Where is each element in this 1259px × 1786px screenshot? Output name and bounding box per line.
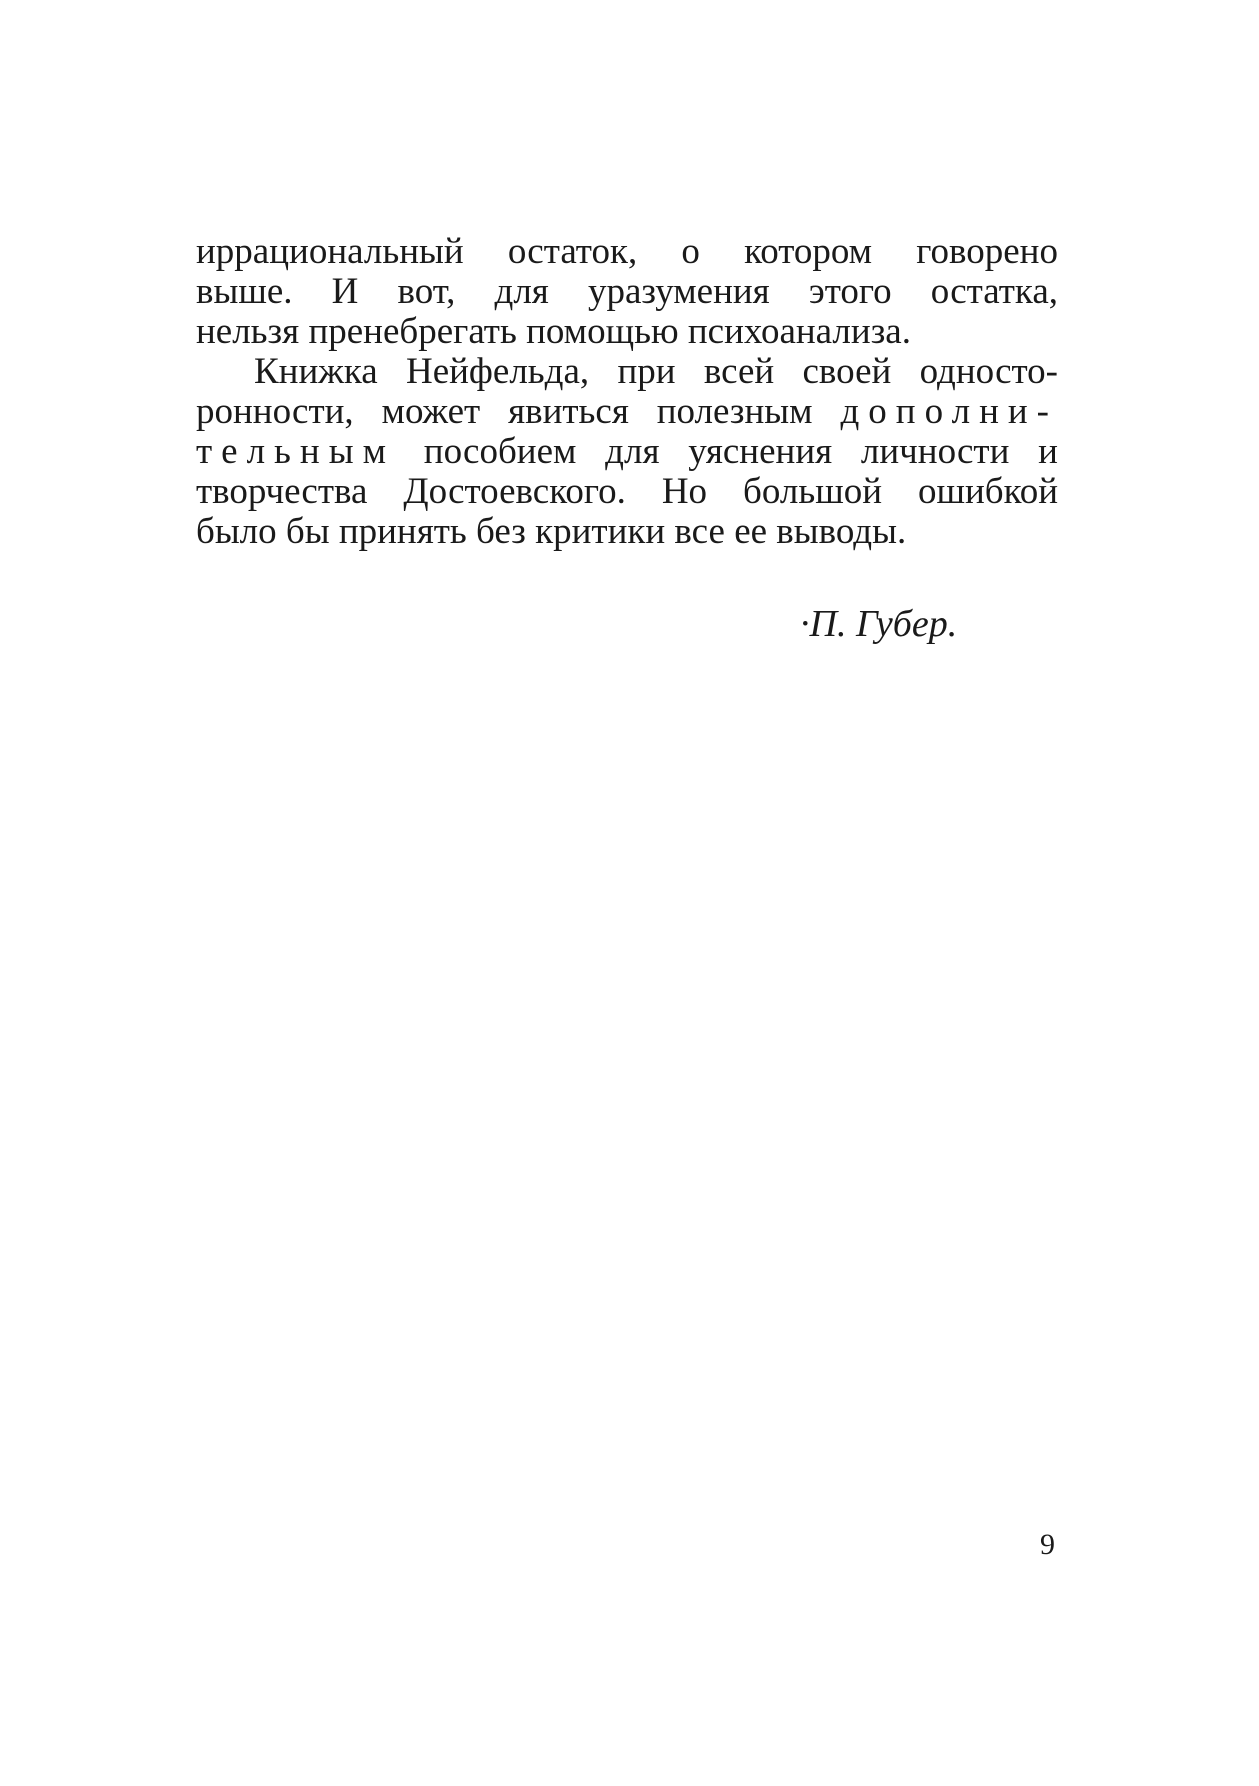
text-fragment: пособием для уяснения личности и bbox=[423, 431, 1058, 472]
text-line: нельзя пренебрегать помощью психоанализа. bbox=[196, 311, 911, 352]
emphasized-text: тельным bbox=[196, 431, 396, 472]
text-line: было бы принять без критики все ее выводы. bbox=[196, 511, 907, 552]
page-number: 9 bbox=[1040, 1528, 1055, 1561]
author-signature: ·П. Губер. bbox=[800, 603, 958, 645]
body-text bbox=[196, 232, 1058, 552]
text-fragment: ронности, может явиться полезным bbox=[196, 391, 813, 432]
text-line bbox=[196, 392, 1058, 432]
emphasized-text: дополни- bbox=[840, 391, 1058, 432]
text-line: иррациональный остаток, о котором говорено bbox=[196, 231, 1058, 272]
text-line: выше. И вот, для уразумения этого остатка, bbox=[196, 271, 1058, 312]
text-line: Книжка Нейфельда, при всей своей односто- bbox=[254, 351, 1058, 392]
text-line bbox=[196, 432, 1058, 472]
text-line: творчества Достоевского. Но большой ошибкой bbox=[196, 471, 1058, 512]
